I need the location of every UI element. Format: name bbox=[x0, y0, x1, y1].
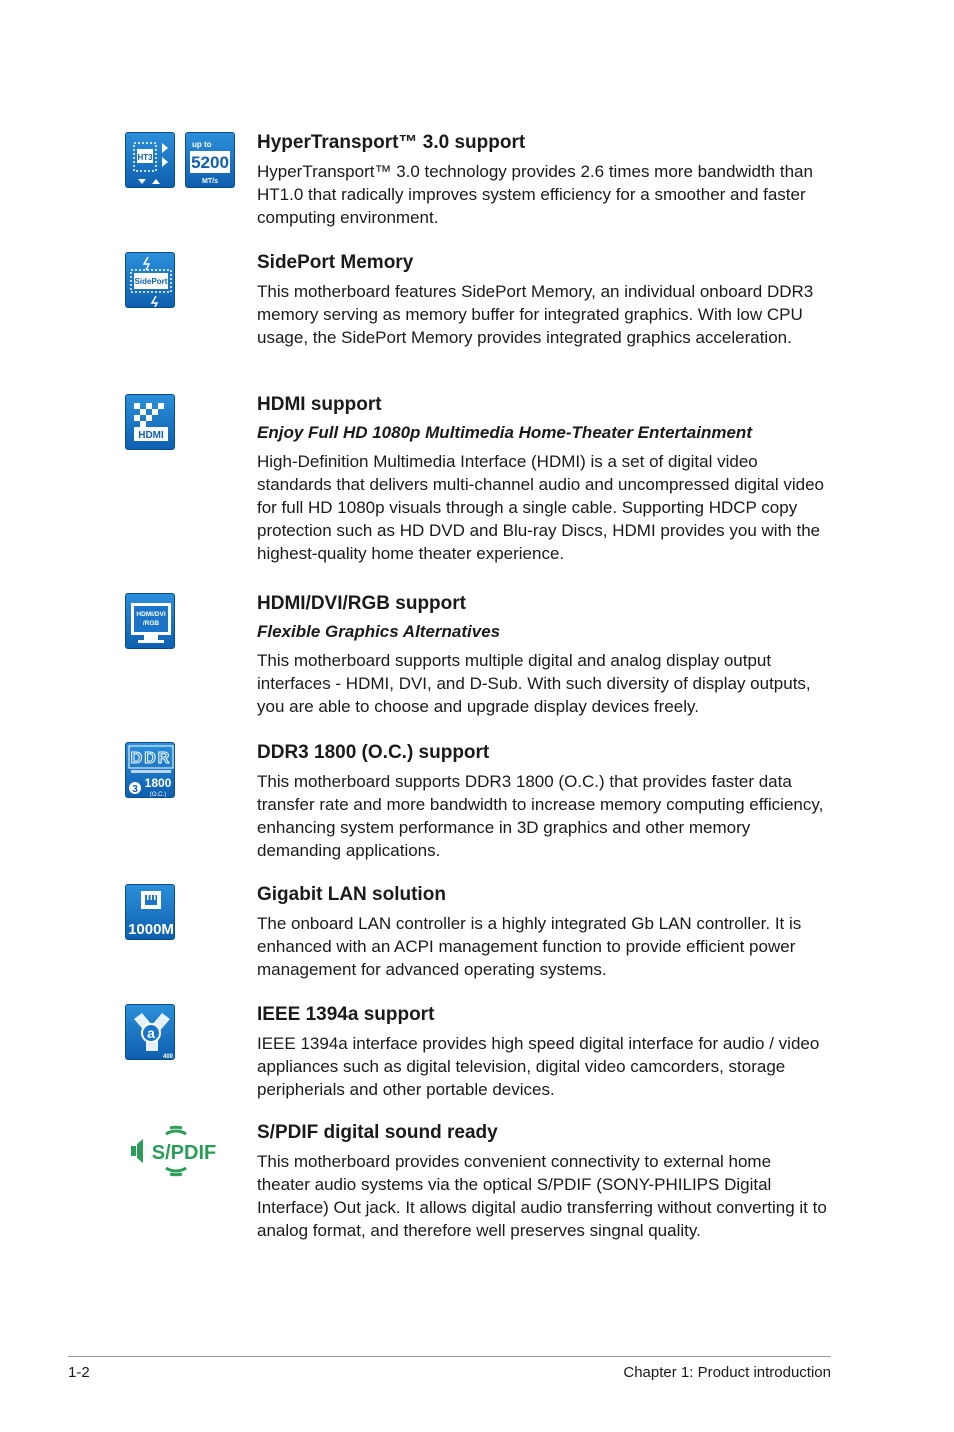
sideport-label: SidePort bbox=[134, 277, 168, 286]
section-title: HDMI/DVI/RGB support bbox=[257, 593, 466, 614]
section-subtitle: Enjoy Full HD 1080p Multimedia Home-Theater Entertainment bbox=[257, 423, 752, 442]
section-subtitle: Flexible Graphics Alternatives bbox=[257, 622, 501, 641]
speed-main-label: 5200 bbox=[191, 153, 229, 172]
section-title: Gigabit LAN solution bbox=[257, 884, 446, 905]
section-paragraph: This motherboard provides convenient connectivity to external home theater audio systems via the optical S/PDIF (SONY-PHILIPS Digital Interface) Out jack. It allows digital audio transferring without converting it to analog format, and therefore well preserves singnal quality. bbox=[257, 1152, 827, 1240]
chapter-title: Chapter 1: Product introduction bbox=[623, 1364, 831, 1381]
ddr-label: DDR bbox=[130, 750, 172, 767]
ht3-label: HT3 bbox=[137, 153, 153, 162]
section-paragraph: IEEE 1394a interface provides high speed digital interface for audio / video appliances such as digital television, digital video camcorders, storage peripherials and other portable devices. bbox=[257, 1034, 820, 1099]
ddr-oc-label: (O.C.) bbox=[149, 792, 167, 798]
icon-group bbox=[125, 884, 175, 940]
ht3-icon bbox=[125, 132, 175, 188]
icon-group bbox=[125, 1004, 175, 1060]
monitor-label-line1: HDMI/DVI bbox=[136, 611, 166, 618]
hdmi-label: HDMI bbox=[138, 430, 164, 441]
section-paragraph: The onboard LAN controller is a highly integrated Gb LAN controller. It is enhanced with an ACPI management function to provide efficient power management for advanced operating systems. bbox=[257, 914, 802, 979]
icon-group bbox=[125, 132, 235, 188]
section-text bbox=[257, 132, 827, 229]
section-title: SidePort Memory bbox=[257, 252, 414, 273]
section-paragraph: HyperTransport™ 3.0 technology provides 2.6 times more bandwidth than HT1.0 that radically improves system efficiency for a smoother and faster computing environment. bbox=[257, 162, 813, 227]
section-paragraph: This motherboard features SidePort Memory, an individual onboard DDR3 memory serving as memory buffer for integrated graphics. With low CPU usage, the SidePort Memory provides integrated graphics acceleration. bbox=[257, 282, 814, 347]
ieee-a-label: a bbox=[147, 1025, 155, 1041]
icon-group bbox=[125, 252, 175, 308]
section-title: DDR3 1800 (O.C.) support bbox=[257, 742, 490, 763]
hdmi-icon bbox=[125, 394, 175, 450]
icon-group bbox=[125, 593, 175, 649]
ddr-speed-label: 1800 bbox=[144, 776, 172, 790]
speed-unit-label: MT/s bbox=[202, 178, 218, 185]
section-text bbox=[257, 884, 827, 981]
section-title: HyperTransport™ 3.0 support bbox=[257, 132, 526, 153]
spdif-logo-icon bbox=[128, 1122, 224, 1178]
ddr3-1800-icon bbox=[125, 742, 175, 798]
section-text bbox=[257, 1122, 827, 1242]
ieee-400-label: 400 bbox=[162, 1054, 174, 1060]
speed-5200-icon bbox=[185, 132, 235, 188]
ddr-num-label: 3 bbox=[132, 784, 138, 795]
icon-group bbox=[128, 1122, 224, 1178]
section-text bbox=[257, 394, 827, 565]
page-number: 1-2 bbox=[68, 1364, 90, 1381]
lan-1000m-icon bbox=[125, 884, 175, 940]
section-title: HDMI support bbox=[257, 394, 382, 415]
monitor-label-line2: /RGB bbox=[142, 620, 160, 627]
icon-group bbox=[125, 394, 175, 450]
section-title: S/PDIF digital sound ready bbox=[257, 1122, 498, 1143]
section-paragraph: High-Definition Multimedia Interface (HDMI) is a set of digital video standards that delivers multi-channel audio and uncompressed digital video for full HD 1080p visuals through a single cable. Supporting HDCP copy protection such as HD DVD and Blu-ray Discs, HDMI provides you with the highest-quality home theater experience. bbox=[257, 452, 825, 563]
icon-group bbox=[125, 742, 175, 798]
footer-divider bbox=[68, 1356, 831, 1357]
section-paragraph: This motherboard supports multiple digital and analog display output interfaces - HDMI, DVI, and D-Sub. With such diversity of display outputs, you are able to choose and upgrade display devices freely. bbox=[257, 651, 811, 716]
section-text bbox=[257, 1004, 827, 1101]
ieee1394a-icon bbox=[125, 1004, 175, 1060]
speed-top-label: up to bbox=[192, 140, 212, 149]
section-text bbox=[257, 742, 827, 862]
section-text bbox=[257, 252, 827, 349]
sideport-icon bbox=[125, 252, 175, 308]
lan-speed-label: 1000M bbox=[128, 921, 174, 938]
section-title: IEEE 1394a support bbox=[257, 1004, 435, 1025]
spdif-logo-label: S/PDIF bbox=[151, 1142, 217, 1164]
monitor-hdmi-dvi-rgb-icon bbox=[125, 593, 175, 649]
section-paragraph: This motherboard supports DDR3 1800 (O.C.) that provides faster data transfer rate and more bandwidth to increase memory computing efficiency, enhancing system performance in 3D graphics and other memory demanding applications. bbox=[257, 772, 824, 860]
section-text bbox=[257, 593, 827, 718]
